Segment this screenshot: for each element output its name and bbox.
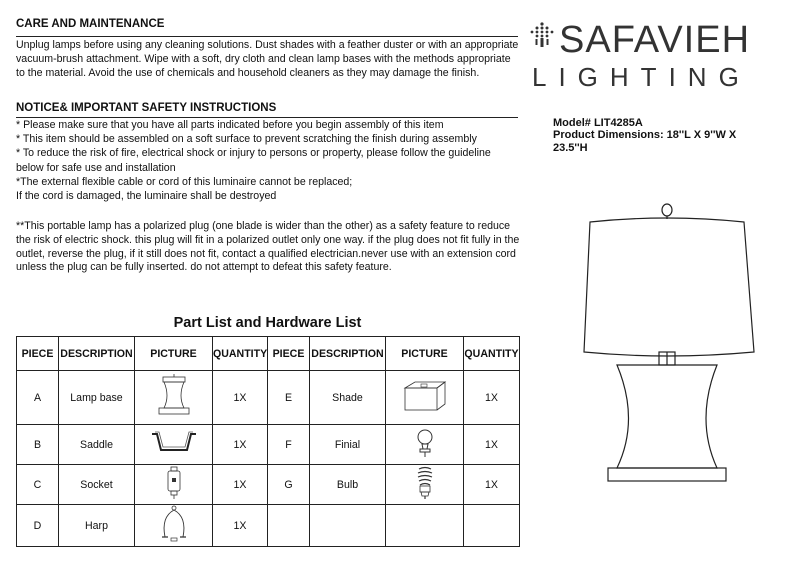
product-dimensions-height: 23.5''H bbox=[553, 142, 588, 154]
quantity-cell bbox=[464, 505, 520, 547]
care-line: to the material. Avoid the use of chemicals and household cleaners as they may damage the finish. bbox=[16, 67, 480, 80]
table-row bbox=[17, 465, 520, 505]
quantity-cell: 1X bbox=[213, 505, 268, 547]
care-divider bbox=[16, 36, 518, 37]
plug-line: outlet, reverse the plug, if it still does not fit, contact a qualified electrician.never use with an extension cord bbox=[16, 247, 516, 260]
care-line: vacuum-brush attachment. Wipe with a soft, dry cloth and clean lamp bases with the methods appropriate bbox=[16, 53, 511, 66]
care-heading: CARE AND MAINTENANCE bbox=[16, 18, 165, 30]
safety-line: * Please make sure that you have all parts indicated before you begin assembly of this item bbox=[16, 119, 444, 131]
brand-sub: LIGHTING bbox=[532, 62, 751, 92]
col-header: DESCRIPTION bbox=[310, 337, 386, 371]
quantity-cell: 1X bbox=[213, 425, 268, 465]
safety-line: *The external flexible cable or cord of this luminaire cannot be replaced; bbox=[16, 175, 353, 188]
socket-picture bbox=[164, 466, 184, 500]
col-header: PIECE bbox=[268, 337, 310, 371]
picture-cell bbox=[135, 425, 213, 465]
col-header: QUANTITY bbox=[213, 337, 268, 371]
picture-cell bbox=[386, 371, 464, 425]
safety-line: * This item should be assembled on a soft surface to prevent scratching the finish during assembly bbox=[16, 133, 477, 146]
piece-cell: C bbox=[17, 465, 59, 505]
piece-cell: D bbox=[17, 505, 59, 547]
table-header-row bbox=[17, 337, 520, 371]
piece-cell: G bbox=[268, 465, 310, 505]
table-row bbox=[17, 425, 520, 465]
picture-cell bbox=[135, 371, 213, 425]
piece-cell: E bbox=[268, 371, 310, 425]
quantity-cell: 1X bbox=[464, 425, 520, 465]
piece-cell bbox=[268, 505, 310, 547]
picture-cell bbox=[386, 425, 464, 465]
plug-line: the risk of electric shock. this plug will fit in a polarized outlet only one way. if the plug does not fit fully in the bbox=[16, 233, 520, 246]
description-cell: Saddle bbox=[59, 425, 135, 465]
table-row bbox=[17, 371, 520, 425]
product-dimensions: Product Dimensions: 18''L X 9''W X bbox=[553, 129, 737, 141]
description-cell: Socket bbox=[59, 465, 135, 505]
safety-heading: NOTICE& IMPORTANT SAFETY INSTRUCTIONS bbox=[16, 102, 277, 114]
picture-cell bbox=[135, 505, 213, 547]
lamp-illustration bbox=[580, 200, 770, 560]
piece-cell: B bbox=[17, 425, 59, 465]
col-header: PICTURE bbox=[386, 337, 464, 371]
col-header: PIECE bbox=[17, 337, 59, 371]
safety-line: If the cord is damaged, the luminaire shall be destroyed bbox=[16, 190, 277, 203]
quantity-cell: 1X bbox=[213, 371, 268, 425]
description-cell: Harp bbox=[59, 505, 135, 547]
harp-picture bbox=[157, 505, 191, 543]
plug-notice bbox=[16, 220, 521, 275]
description-cell: Shade bbox=[310, 371, 386, 425]
picture-cell bbox=[135, 465, 213, 505]
care-line: Unplug lamps before using any cleaning solutions. Dust shades with a feather duster or with an appropriate bbox=[16, 39, 519, 51]
description-cell bbox=[310, 505, 386, 547]
parts-table bbox=[16, 336, 520, 547]
col-header: DESCRIPTION bbox=[59, 337, 135, 371]
finial-picture bbox=[414, 427, 436, 459]
safavieh-logo-icon bbox=[527, 22, 557, 48]
description-cell: Bulb bbox=[310, 465, 386, 505]
quantity-cell: 1X bbox=[464, 465, 520, 505]
shade-picture bbox=[401, 378, 449, 414]
table-row bbox=[17, 505, 520, 547]
safety-line: * To reduce the risk of fire, electrical shock or injury to persons or property, please follow the guideline bbox=[16, 147, 491, 160]
col-header: QUANTITY bbox=[464, 337, 520, 371]
plug-line: **This portable lamp has a polarized plug (one blade is wider than the other) as a safety feature to reduce bbox=[16, 220, 511, 232]
lamp-base-picture bbox=[154, 374, 194, 418]
quantity-cell: 1X bbox=[213, 465, 268, 505]
table-title: Part List and Hardware List bbox=[173, 315, 362, 331]
piece-cell: A bbox=[17, 371, 59, 425]
quantity-cell: 1X bbox=[464, 371, 520, 425]
safety-text bbox=[16, 118, 521, 203]
care-text bbox=[16, 38, 521, 81]
brand-name: SAFAVIEH bbox=[559, 19, 751, 61]
col-header: PICTURE bbox=[135, 337, 213, 371]
picture-cell bbox=[386, 505, 464, 547]
description-cell: Finial bbox=[310, 425, 386, 465]
picture-cell bbox=[386, 465, 464, 505]
saddle-picture bbox=[149, 428, 199, 458]
plug-line: unless the plug can be fully inserted. do not attempt to defeat this safety feature. bbox=[16, 261, 392, 274]
description-cell: Lamp base bbox=[59, 371, 135, 425]
piece-cell: F bbox=[268, 425, 310, 465]
bulb-picture bbox=[414, 466, 436, 500]
safety-line: below for safe use and installation bbox=[16, 161, 176, 174]
model-number: Model# LIT4285A bbox=[553, 117, 643, 129]
